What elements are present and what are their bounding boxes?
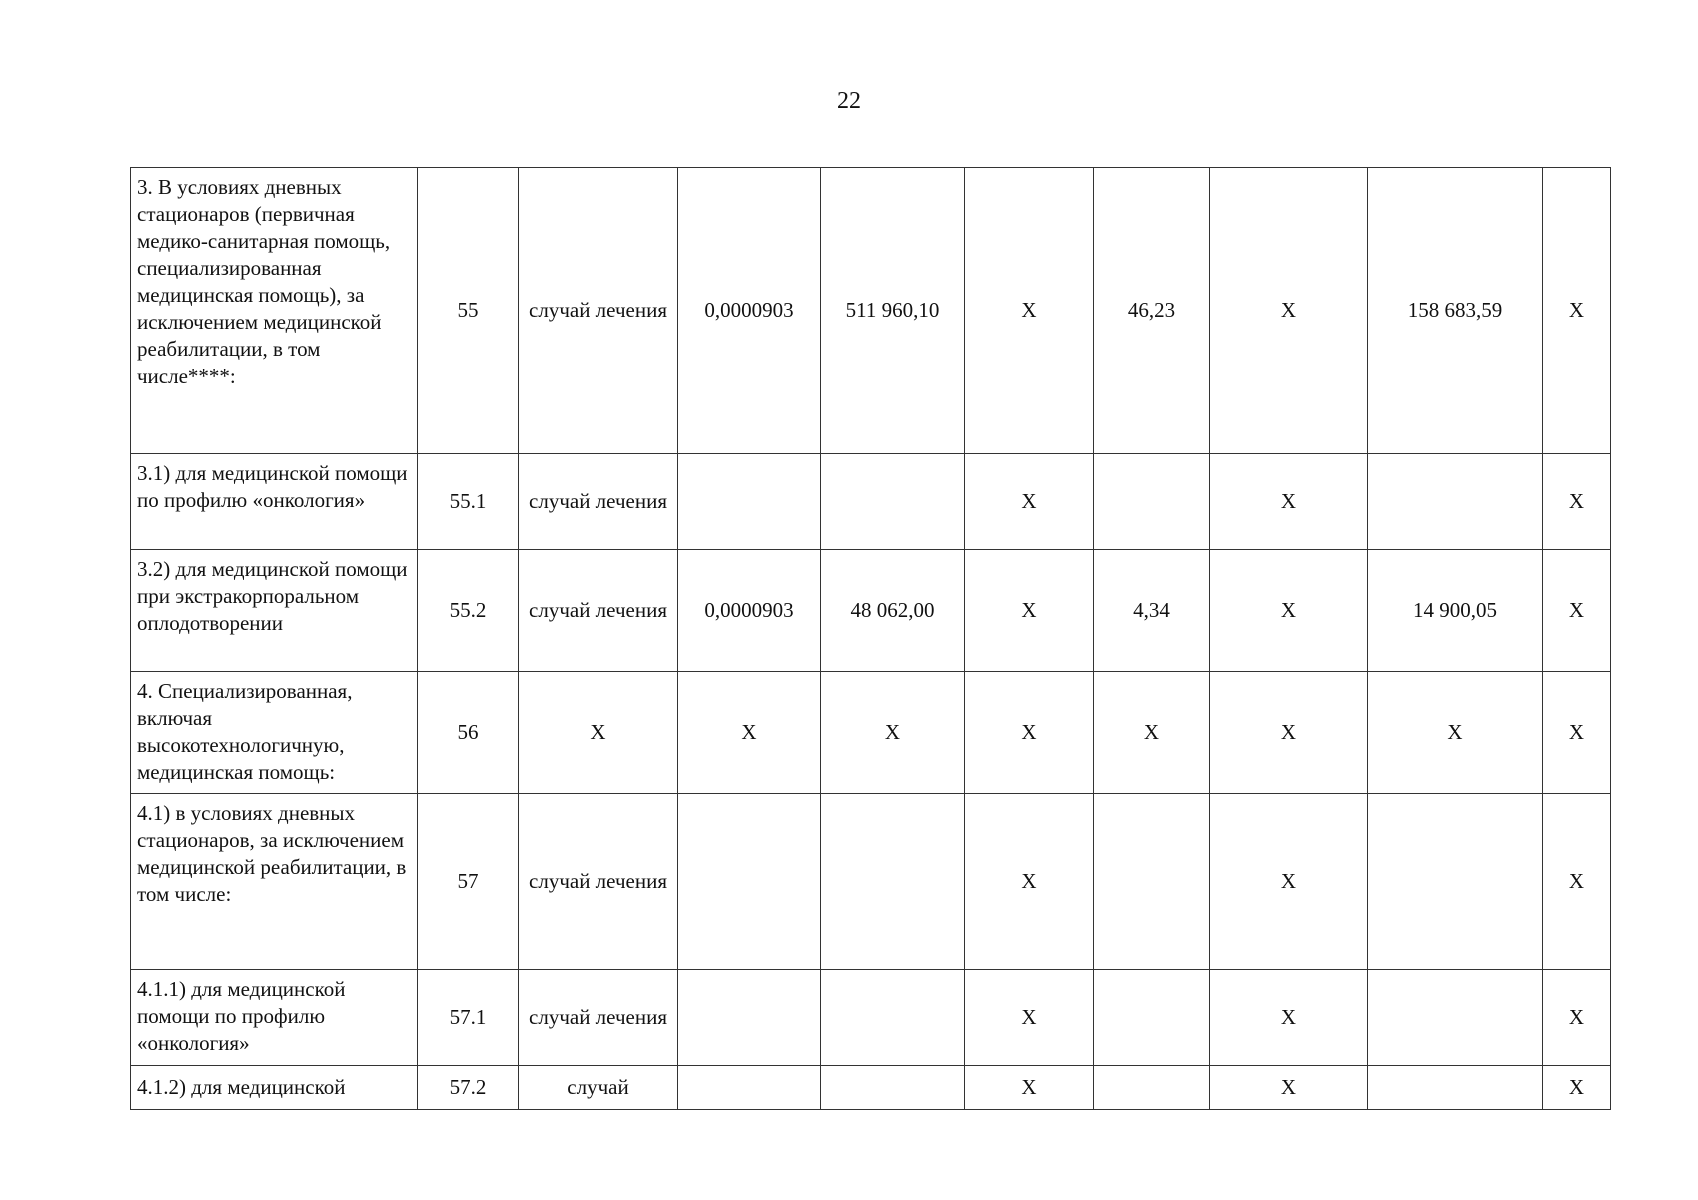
table-cell: 0,0000903 bbox=[678, 550, 821, 672]
table-cell bbox=[1368, 970, 1543, 1066]
table-cell bbox=[821, 1066, 965, 1110]
table-cell: 158 683,59 bbox=[1368, 168, 1543, 454]
table-cell: X bbox=[1543, 550, 1611, 672]
table-cell bbox=[678, 794, 821, 970]
table-cell: X bbox=[1210, 970, 1368, 1066]
table-cell: X bbox=[1543, 168, 1611, 454]
row-unit-cell: случай лечения bbox=[519, 550, 678, 672]
table-cell: 46,23 bbox=[1094, 168, 1210, 454]
table-cell: 14 900,05 bbox=[1368, 550, 1543, 672]
table-cell: X bbox=[1210, 794, 1368, 970]
row-unit-cell: случай лечения bbox=[519, 168, 678, 454]
table-row bbox=[131, 1066, 1611, 1110]
table-cell bbox=[1368, 1066, 1543, 1110]
table-cell: X bbox=[821, 672, 965, 794]
table-cell: X bbox=[1543, 970, 1611, 1066]
row-code-cell: 55.1 bbox=[418, 454, 519, 550]
row-code-cell: 57 bbox=[418, 794, 519, 970]
table-cell: X bbox=[1094, 672, 1210, 794]
table-cell: 511 960,10 bbox=[821, 168, 965, 454]
table-cell: X bbox=[965, 550, 1094, 672]
table-cell: X bbox=[965, 672, 1094, 794]
table-cell: X bbox=[1543, 672, 1611, 794]
table-row bbox=[131, 550, 1611, 672]
table-cell: 0,0000903 bbox=[678, 168, 821, 454]
table-cell bbox=[821, 970, 965, 1066]
row-code-cell: 55.2 bbox=[418, 550, 519, 672]
table-cell bbox=[678, 970, 821, 1066]
table-cell: X bbox=[1368, 672, 1543, 794]
table-cell: X bbox=[965, 168, 1094, 454]
table-cell: X bbox=[1543, 794, 1611, 970]
table-row bbox=[131, 672, 1611, 794]
table-cell bbox=[1094, 794, 1210, 970]
page-number: 22 bbox=[837, 88, 861, 114]
table-cell: X bbox=[1210, 550, 1368, 672]
table-cell: 4,34 bbox=[1094, 550, 1210, 672]
row-code-cell: 57.2 bbox=[418, 1066, 519, 1110]
row-name-cell: 3.2) для медицинской помощи при экстракорпоральном оплодотворении bbox=[131, 550, 418, 672]
table-cell bbox=[1094, 454, 1210, 550]
row-code-cell: 55 bbox=[418, 168, 519, 454]
table-cell: X bbox=[1543, 1066, 1611, 1110]
row-name-cell: 4.1) в условиях дневных стационаров, за исключением медицинской реабилитации, в том числе: bbox=[131, 794, 418, 970]
table-cell: 48 062,00 bbox=[821, 550, 965, 672]
table-cell bbox=[821, 794, 965, 970]
table-cell: X bbox=[965, 454, 1094, 550]
table-cell bbox=[821, 454, 965, 550]
table-cell: X bbox=[1210, 672, 1368, 794]
table-cell bbox=[1368, 794, 1543, 970]
row-name-cell: 4.1.1) для медицинской помощи по профилю «онкология» bbox=[131, 970, 418, 1066]
table-row bbox=[131, 454, 1611, 550]
table-cell: X bbox=[965, 1066, 1094, 1110]
table-cell bbox=[678, 1066, 821, 1110]
table-cell: X bbox=[1210, 168, 1368, 454]
row-unit-cell: случай bbox=[519, 1066, 678, 1110]
row-name-cell: 3.1) для медицинской помощи по профилю «онкология» bbox=[131, 454, 418, 550]
table-cell bbox=[678, 454, 821, 550]
row-unit-cell: случай лечения bbox=[519, 970, 678, 1066]
table-row bbox=[131, 794, 1611, 970]
table-row bbox=[131, 168, 1611, 454]
data-table bbox=[130, 167, 1611, 1110]
table-cell bbox=[1094, 970, 1210, 1066]
row-code-cell: 57.1 bbox=[418, 970, 519, 1066]
table-cell bbox=[1094, 1066, 1210, 1110]
table-cell: X bbox=[965, 794, 1094, 970]
table-cell: X bbox=[1210, 1066, 1368, 1110]
row-unit-cell: случай лечения bbox=[519, 794, 678, 970]
table-cell: X bbox=[1210, 454, 1368, 550]
table-cell bbox=[1368, 454, 1543, 550]
table-cell: X bbox=[965, 970, 1094, 1066]
table-cell: X bbox=[1543, 454, 1611, 550]
row-name-cell: 4.1.2) для медицинской bbox=[131, 1066, 418, 1110]
row-unit-cell: случай лечения bbox=[519, 454, 678, 550]
row-unit-cell: X bbox=[519, 672, 678, 794]
table-cell: X bbox=[678, 672, 821, 794]
row-code-cell: 56 bbox=[418, 672, 519, 794]
table-row bbox=[131, 970, 1611, 1066]
row-name-cell: 4. Специализированная, включая высокотехнологичную, медицинская помощь: bbox=[131, 672, 418, 794]
row-name-cell: 3. В условиях дневных стационаров (первичная медико-санитарная помощь, специализированная медицинская помощь), за исключением медицинской реабилитации, в том числе****: bbox=[131, 168, 418, 454]
